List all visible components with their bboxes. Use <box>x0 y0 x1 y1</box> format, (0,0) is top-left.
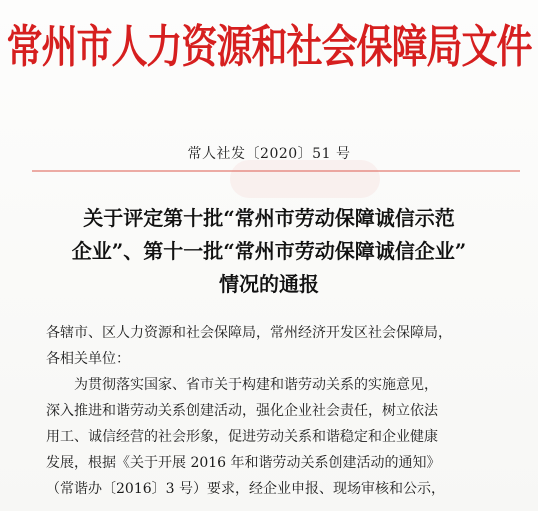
addressee-line: 各辖市、区人力资源和社会保障局，常州经济开发区社会保障局， <box>46 325 452 341</box>
document-title <box>0 202 538 301</box>
faint-stamp-mark <box>230 160 380 198</box>
document-header-title: 常州市人力资源和社会保障局文件 <box>6 20 532 74</box>
document-body <box>46 320 508 502</box>
red-separator-line <box>32 170 520 172</box>
title-line: 关于评定第十批“常州市劳动保障诚信示范 <box>83 206 455 230</box>
document-number: 常人社发〔2020〕51 号 <box>187 146 351 162</box>
title-line: 企业”、第十一批“常州市劳动保障诚信企业” <box>71 239 467 263</box>
body-line: 发展，根据《关于开展 2016 年和谐劳动关系创建活动的通知》 <box>46 455 441 471</box>
body-line: 深入推进和谐劳动关系创建活动，强化企业社会责任，树立依法 <box>46 403 438 419</box>
body-line: （常谐办〔2016〕3 号）要求，经企业申报、现场审核和公示， <box>46 481 445 497</box>
title-line: 情况的通报 <box>219 272 319 296</box>
addressee-line: 各相关单位： <box>46 351 130 367</box>
body-line: 为贯彻落实国家、省市关于构建和谐劳动关系的实施意见， <box>74 377 438 393</box>
body-line: 用工、诚信经营的社会形象，促进劳动关系和谐稳定和企业健康 <box>46 429 438 445</box>
